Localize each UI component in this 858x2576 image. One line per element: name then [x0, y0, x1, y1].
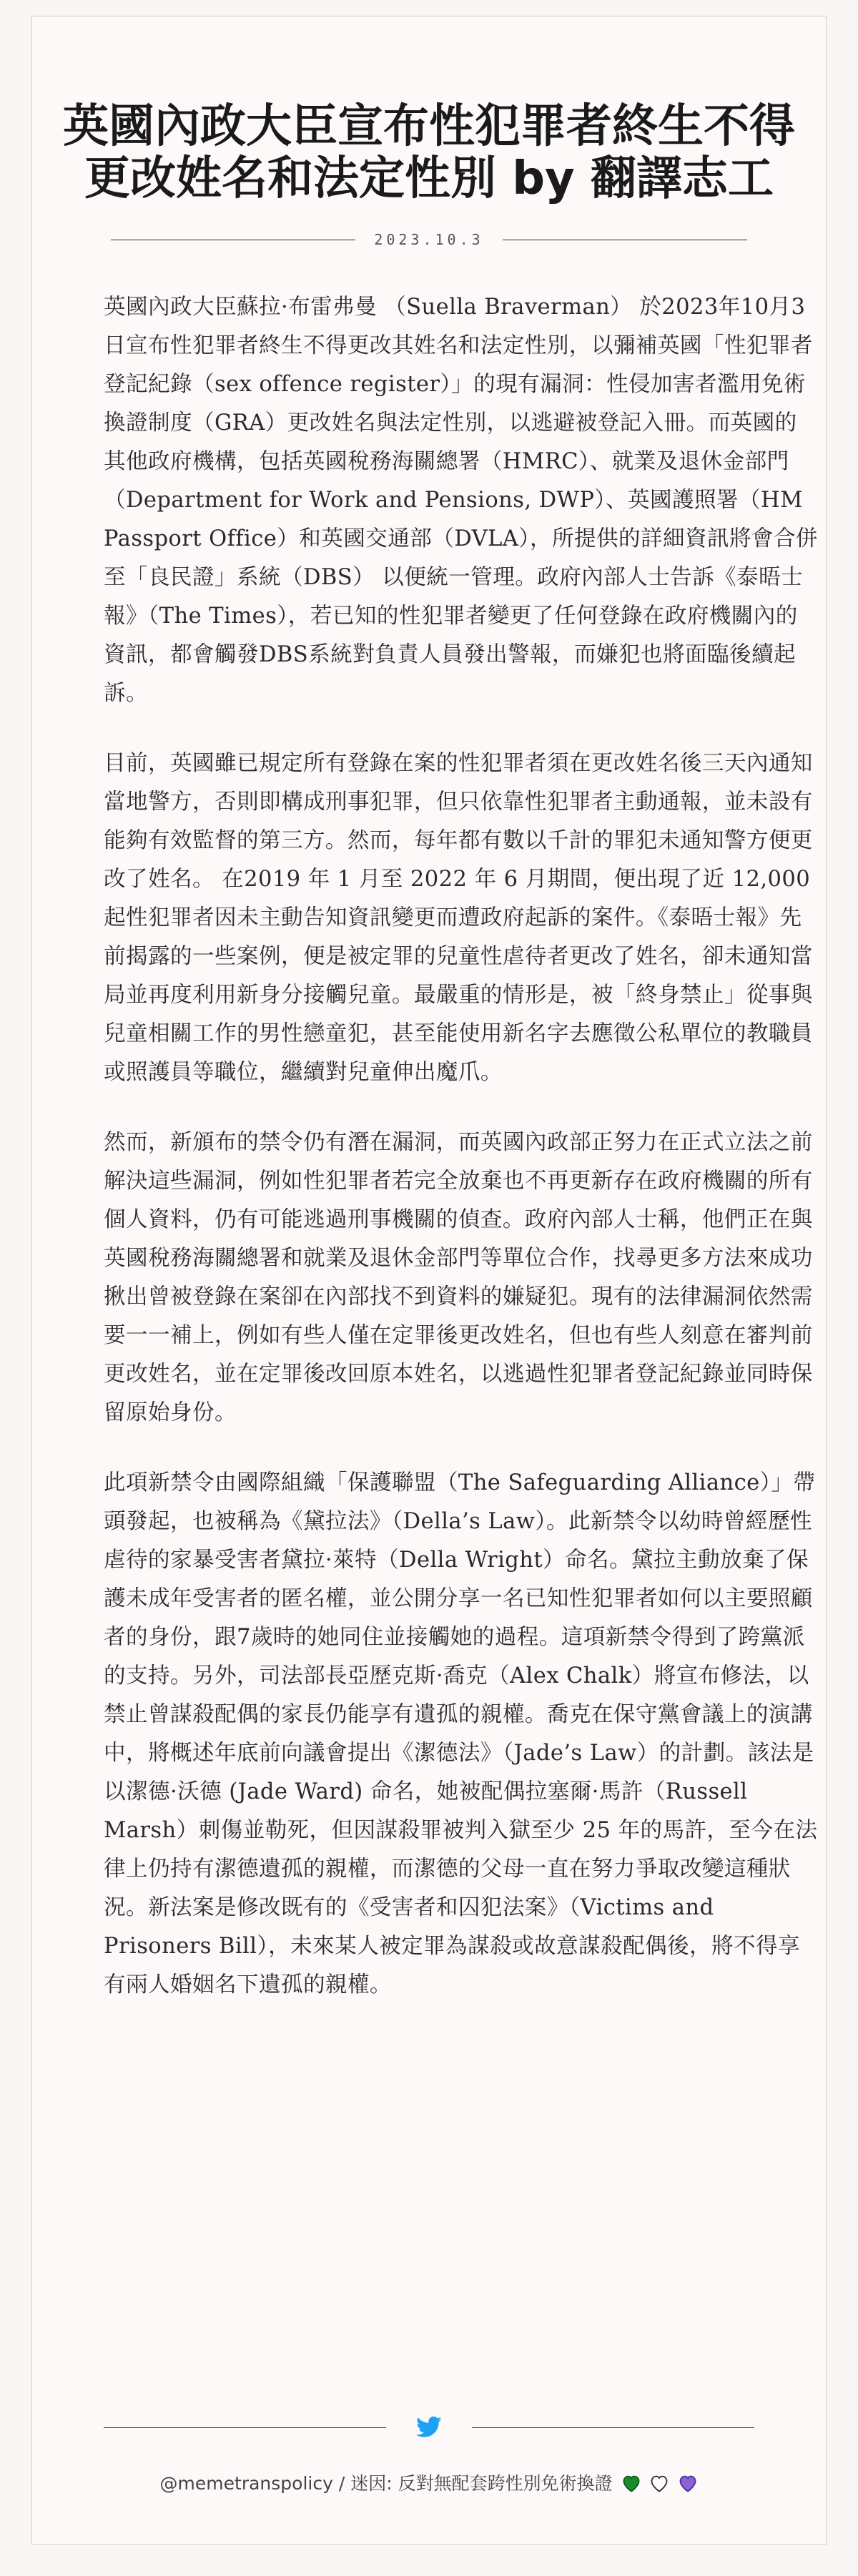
article-body [104, 248, 819, 2005]
paragraph-3: 然而，新頒布的禁令仍有潛在漏洞，而英國內政部正努力在正式立法之前解決這些漏洞，例如性犯罪者若完全放棄也不再更新存在政府機關的所有個人資料，仍有可能逃過刑事機關的偵查。政府內部人士稱，他們正在與英國稅務海關總署和就業及退休金部門等單位合作，找尋更多方法來成功揪出曾被登錄在案卻在內部找不到資料的嫌疑犯。現有的法律漏洞依然需要一一補上，例如有些人僅在定罪後更改姓名，但也有些人刻意在審判前更改姓名，並在定罪後改回原本姓名，以逃過性犯罪者登記紀錄並同時保留原始身份。 [104, 1130, 813, 1425]
purple-heart-icon [678, 2474, 698, 2497]
article-card [31, 16, 827, 2545]
article-date: 2023.10.3 [374, 231, 484, 248]
footer-divider-left [104, 2427, 386, 2428]
twitter-bird-icon[interactable] [408, 2417, 450, 2438]
paragraph-2: 目前，英國雖已規定所有登錄在案的性犯罪者須在更改姓名後三天內通知當地警方，否則即構成刑事犯罪，但只依靠性犯罪者主動通報，並未設有能夠有效監督的第三方。然而，每年都有數以千計的罪犯未通知警方便更改了姓名。 在2019 年 1 月至 2022 年 6 月期間，便出現了近 12,000 起性犯罪者因未主動告知資訊變更而遭政府起訴的案件。《泰晤士報》先前揭露的一些案例，便是被定罪的兒童性虐待者更改了姓名，卻未通知當局並再度利用新身分接觸兒童。最嚴重的情形是，被「終身禁止」從事與兒童相關工作的男性戀童犯，甚至能使用新名字去應徵公私單位的教職員或照護員等職位，繼續對兒童伸出魔爪。 [104, 751, 813, 1085]
footer-divider-right [472, 2427, 754, 2428]
article-title: 英國內政大臣宣布性犯罪者終生不得更改姓名和法定性別 by 翻譯志工 [63, 100, 795, 205]
paragraph-4: 此項新禁令由國際組織「保護聯盟（The Safeguarding Alliance）」帶頭發起，也被稱為《黛拉法》（Della’s Law）。此新禁令以幼時曾經歷性虐待的家暴受害者黛拉·萊特（Della Wright）命名。黛拉主動放棄了保護未成年受害者的匿名權，並公開分享一名已知性犯罪者如何以主要照顧者的身份，跟7歲時的她同住並接觸她的過程。這項新禁令得到了跨黨派的支持。另外，司法部長亞歷克斯·喬克（Alex Chalk）將宣布修法，以禁止曾謀殺配偶的家長仍能享有遺孤的親權。喬克在保守黨會議上的演講中，將概述年底前向議會提出《潔德法》（Jade’s Law）的計劃。該法是以潔德·沃德 (Jade Ward) 命名，她被配偶拉塞爾·馬許（Russell Marsh）刺傷並勒死，但因謀殺罪被判入獄至少 25 年的馬許，至今在法律上仍持有潔德遺孤的親權，而潔德的父母一直在努力爭取改變這種狀況。新法案是修改既有的《受害者和囚犯法案》（Victims and Prisoners Bill），未來某人被定罪為謀殺或故意謀殺配偶後，將不得享有兩人婚姻名下遺孤的親權。 [104, 1470, 818, 1997]
green-heart-icon [621, 2474, 641, 2497]
footer-divider [32, 2417, 826, 2438]
date-divider [32, 231, 826, 248]
footer-handle[interactable]: @memetranspolicy / 迷因: 反對無配套跨性別免術換證 [159, 2473, 613, 2494]
footer-credit [32, 2469, 826, 2497]
white-heart-icon [649, 2474, 669, 2497]
paragraph-1: 英國內政大臣蘇拉·布雷弗曼 （Suella Braverman） 於2023年10月3日宣布性犯罪者終生不得更改其姓名和法定性別，以彌補英國「性犯罪者登記紀錄（sex offence register）」的現有漏洞：性侵加害者濫用免術換證制度（GRA）更改姓名與法定性別，以逃避被登記入冊。而英國的其他政府機構，包括英國稅務海關總署（HMRC）、就業及退休金部門（Department for Work and Pensions, DWP）、英國護照署（HM Passport Office）和英國交通部（DVLA），所提供的詳細資訊將會合併至「良民證」系統（DBS） 以便統一管理。政府內部人士告訴《泰晤士報》（The Times），若已知的性犯罪者變更了任何登錄在政府機關內的資訊，都會觸發DBS系統對負責人員發出警報，而嫌犯也將面臨後續起訴。 [104, 295, 818, 706]
